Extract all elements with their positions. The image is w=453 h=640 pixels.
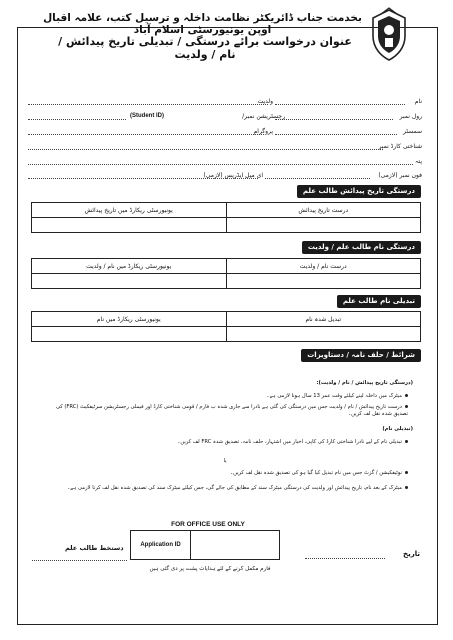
application-id-field[interactable] <box>191 531 279 559</box>
phone-field[interactable] <box>265 178 370 179</box>
father-name-label: ولدیت <box>257 98 273 105</box>
registration-no-label: رجسٹریشن نمبر/ <box>242 113 285 120</box>
name-change-new-cell[interactable] <box>226 327 421 342</box>
roll-no-label: رول نمبر <box>399 113 422 120</box>
name-change-section-title: تبدیلی نام طالب علم <box>337 295 421 308</box>
dob-table <box>31 202 421 233</box>
name-parentage-correct-header: درست نام / ولدیت <box>226 259 421 274</box>
name-change-table <box>31 311 421 342</box>
bullet-icon <box>405 394 408 397</box>
name-label: نام <box>414 98 422 105</box>
registration-no-field[interactable] <box>28 119 126 120</box>
footer-note: فارم مکمل کرنے کے لئے ہدایات پشت پر دی گئی ہیں <box>149 566 271 572</box>
application-id-box <box>130 530 280 560</box>
name-parentage-table <box>31 258 421 289</box>
name-parentage-record-cell[interactable] <box>32 274 227 289</box>
application-id-label: Application ID <box>131 531 191 559</box>
bullet-icon <box>405 486 408 489</box>
email-field[interactable] <box>28 178 258 179</box>
name-change-record-cell[interactable] <box>32 327 227 342</box>
condition-item: نوٹیفکیشن / گزٹ جس میں نام تبدیل کیا گیا ہو کی تصدیق شدہ نقل لف کریں۔ <box>48 470 408 477</box>
program-label: پروگرام <box>253 128 273 135</box>
conditions-section-title: شرائط / حلف نامہ / دستاویزات <box>301 349 421 362</box>
name-parentage-correct-cell[interactable] <box>226 274 421 289</box>
bullet-icon <box>405 405 408 408</box>
dob-correct-cell[interactable] <box>226 218 421 233</box>
semester-field[interactable] <box>275 134 397 135</box>
university-logo <box>367 6 411 62</box>
conditions-sub2: (تبدیلی نام) <box>382 426 413 432</box>
conditions-or: یا <box>223 458 227 464</box>
address-field[interactable] <box>28 164 413 165</box>
student-id-label: (Student ID) <box>130 113 164 119</box>
dob-record-cell[interactable] <box>32 218 227 233</box>
roll-no-field[interactable] <box>275 119 393 120</box>
name-change-record-header: یونیورسٹی ریکارڈ میں نام <box>32 312 227 327</box>
dob-correct-header: درست تاریخ پیدائش <box>226 203 421 218</box>
date-label: تاریخ <box>403 550 420 558</box>
condition-item: میٹرک کے بعد نام، تاریخ پیدائش اور ولدیت کی درستگی میٹرک سند کے مطابق کی جائے گی، جس کیلئے میٹرک سند کی تصدیق شدہ نقل لف کرنا لازمی ہے۔ <box>48 485 408 492</box>
bullet-icon <box>405 440 408 443</box>
office-use-heading: FOR OFFICE USE ONLY <box>171 521 245 528</box>
address-label: پتہ <box>415 158 422 165</box>
father-name-field[interactable] <box>28 104 268 105</box>
program-field[interactable] <box>28 134 264 135</box>
student-signature-label: دستخط طالب علم <box>65 544 124 552</box>
conditions-sub1: (درستگی تاریخ پیدائش / نام / ولدیت): <box>316 380 413 386</box>
semester-label: سمسٹر <box>403 128 422 135</box>
name-field[interactable] <box>275 104 405 105</box>
phone-label: فون نمبر (لازمی) <box>378 172 422 179</box>
condition-item: تبدیلی نام کے لیے نادرا شناختی کارڈ کی کاپی، اخبار میں اشتہار، حلف نامہ، تصدیق شدہ FRC لف کریں۔ <box>48 439 408 446</box>
name-change-new-header: تبدیل شدہ نام <box>226 312 421 327</box>
signature-field[interactable] <box>32 560 127 561</box>
condition-item: درست تاریخ پیدائش / نام / ولدیت جس میں درستگی کی گئی ہے نادرا سے جاری شدہ ب فارم / قومی شناختی کارڈ اور فیملی رجسٹریشن سرٹیفکیٹ (FRC) کی تصدیق شدہ نقل لف کریں۔ <box>55 404 408 418</box>
email-label: ای میل ایڈریس (لازمی) <box>203 172 263 179</box>
cnic-label: شناختی کارڈ نمبر <box>378 143 422 150</box>
dob-section-title: درستگی تاریخ پیدائش طالب علم <box>297 185 421 198</box>
addressee-heading: بخدمت جناب ڈائریکٹر نظامت داخلہ و ترسیل کتب، علامہ اقبال اوپن یونیورسٹی اسلام آباد <box>43 12 362 36</box>
name-parentage-record-header: یونیورسٹی ریکارڈ میں نام / ولدیت <box>32 259 227 274</box>
dob-record-header: یونیورسٹی ریکارڈ میں تاریخ پیدائش <box>32 203 227 218</box>
subject-heading: عنوان درخواست برائے درستگی / تبدیلی تاریخ پیدائش / نام / ولدیت <box>58 35 352 61</box>
condition-item: میٹرک میں داخلہ لینے کیلئے وقت عمر 13 سال ہونا لازمی ہے۔ <box>48 393 408 400</box>
cnic-field[interactable] <box>28 149 383 150</box>
bullet-icon <box>405 471 408 474</box>
date-field[interactable] <box>305 558 385 559</box>
name-parentage-section-title: درستگی نام طالب علم / ولدیت <box>302 241 421 254</box>
